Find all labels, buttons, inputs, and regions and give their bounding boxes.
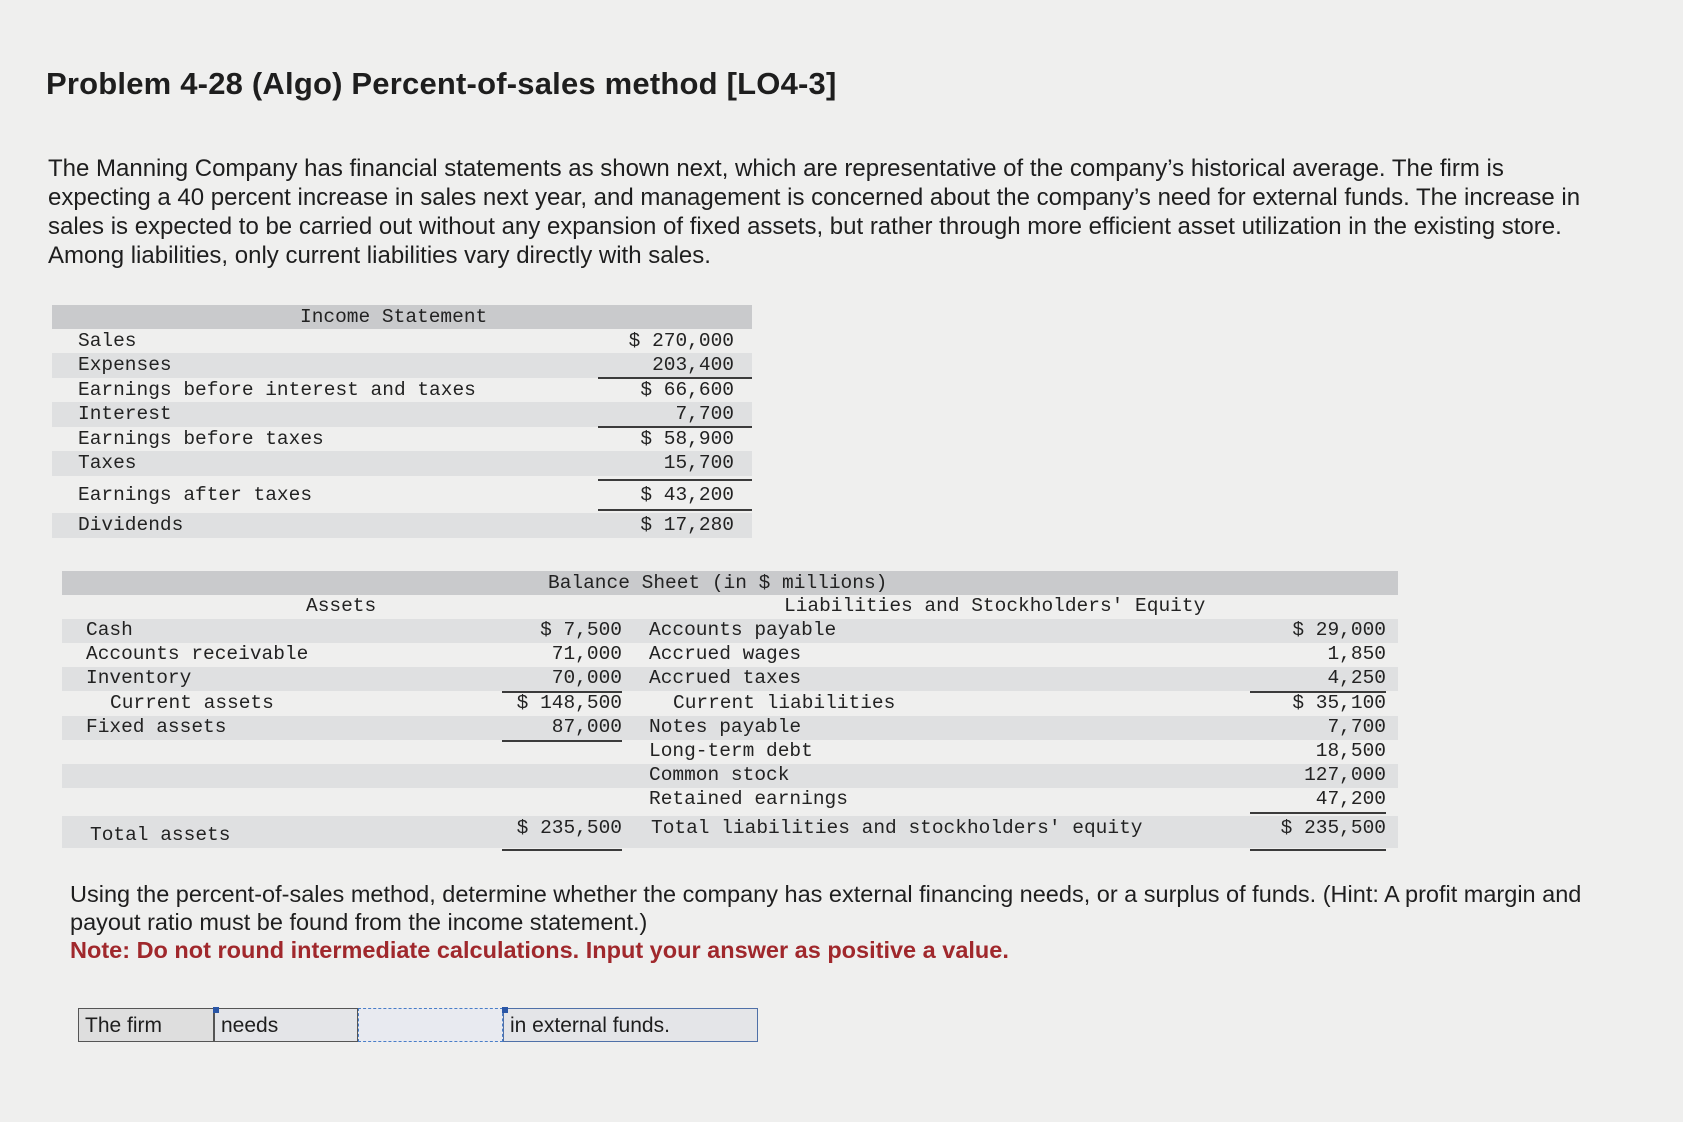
liability-value: 7,700 bbox=[1327, 716, 1386, 738]
liability-value: $ 29,000 bbox=[1292, 619, 1386, 641]
row-value: $ 17,280 bbox=[640, 514, 734, 536]
table-row bbox=[52, 353, 752, 378]
asset-value: 71,000 bbox=[551, 643, 622, 665]
table-row bbox=[62, 667, 1398, 691]
liability-label: Common stock bbox=[649, 764, 790, 786]
asset-value: $ 235,500 bbox=[516, 817, 622, 839]
row-value: $ 43,200 bbox=[640, 484, 734, 506]
answer-prefix: The firm bbox=[78, 1008, 214, 1042]
liability-label: Accounts payable bbox=[649, 619, 837, 641]
balance-sheet-header bbox=[62, 571, 1398, 595]
balance-sheet-title: Balance Sheet (in $ millions) bbox=[548, 572, 888, 594]
needs-surplus-select[interactable] bbox=[214, 1008, 358, 1042]
asset-label: Current assets bbox=[110, 692, 274, 714]
liability-value: 127,000 bbox=[1304, 764, 1386, 786]
problem-description: The Manning Company has financial statements as shown next, which are representative of the company’s historical average. The firm is expecting a 40 percent increase in sales next year, and management is concerned about the company’s need for external funds. The increase in sales is expected to be carried out without any expansion of fixed assets, but rather through more efficient asset utilization in the existing store. Among liabilities, only current liabilities vary directly with sales. bbox=[48, 155, 1581, 269]
underline bbox=[1250, 849, 1386, 851]
table-row bbox=[62, 788, 1398, 812]
table-row bbox=[62, 643, 1398, 667]
asset-label: Accounts receivable bbox=[86, 643, 309, 665]
row-label: Interest bbox=[78, 403, 172, 425]
row-label: Earnings after taxes bbox=[78, 484, 313, 506]
table-row bbox=[52, 378, 752, 403]
question-text: Using the percent-of-sales method, determine whether the company has external financing needs, or a surplus of funds. (Hint: A profit margin and payout ratio must be found from the income statement.) bbox=[70, 881, 1582, 935]
row-label: Expenses bbox=[78, 354, 172, 376]
question-block bbox=[70, 880, 1590, 964]
select-value: needs bbox=[221, 1014, 279, 1037]
row-label: Dividends bbox=[78, 514, 184, 536]
answer-suffix bbox=[503, 1008, 758, 1042]
table-row bbox=[62, 716, 1398, 740]
table-row bbox=[52, 483, 752, 508]
liability-value: 4,250 bbox=[1327, 667, 1386, 689]
answer-suffix-text: in external funds. bbox=[510, 1014, 670, 1037]
table-row bbox=[62, 816, 1398, 848]
row-label: Taxes bbox=[78, 452, 137, 474]
table-row bbox=[62, 619, 1398, 643]
table-row bbox=[62, 692, 1398, 716]
row-label: Earnings before taxes bbox=[78, 428, 324, 450]
underline bbox=[598, 479, 752, 481]
answer-row bbox=[78, 1008, 758, 1044]
liabilities-header: Liabilities and Stockholders' Equity bbox=[784, 595, 1206, 617]
table-header-row bbox=[62, 595, 1398, 619]
table-row bbox=[52, 427, 752, 452]
income-statement-header bbox=[52, 305, 752, 329]
asset-label: Total assets bbox=[90, 824, 231, 846]
income-statement-title: Income Statement bbox=[300, 306, 488, 328]
underline bbox=[502, 849, 622, 851]
row-value: $ 58,900 bbox=[640, 428, 734, 450]
liability-label: Long-term debt bbox=[649, 740, 813, 762]
asset-value: $ 148,500 bbox=[516, 692, 622, 714]
row-value: 7,700 bbox=[675, 403, 734, 425]
row-value: $ 270,000 bbox=[628, 330, 734, 352]
table-row bbox=[52, 451, 752, 476]
liability-label: Current liabilities bbox=[673, 692, 896, 714]
asset-label: Fixed assets bbox=[86, 716, 227, 738]
note-text: Note: Do not round intermediate calculations. Input your answer as positive a value. bbox=[70, 937, 1009, 963]
liability-label: Notes payable bbox=[649, 716, 802, 738]
row-value: 203,400 bbox=[652, 354, 734, 376]
table-row bbox=[52, 402, 752, 427]
liability-value: $ 235,500 bbox=[1280, 817, 1386, 839]
table-row bbox=[52, 513, 752, 538]
row-value: 15,700 bbox=[663, 452, 734, 474]
liability-label: Accrued wages bbox=[649, 643, 802, 665]
row-value: $ 66,600 bbox=[640, 379, 734, 401]
underline bbox=[598, 509, 752, 511]
asset-label: Inventory bbox=[86, 667, 192, 689]
table-row bbox=[62, 764, 1398, 788]
asset-value: 70,000 bbox=[551, 667, 622, 689]
row-label: Earnings before interest and taxes bbox=[78, 379, 476, 401]
liability-label: Total liabilities and stockholders' equity bbox=[651, 817, 1143, 839]
underline bbox=[1250, 812, 1386, 814]
liability-value: 1,850 bbox=[1327, 643, 1386, 665]
liability-value: $ 35,100 bbox=[1292, 692, 1386, 714]
liability-label: Accrued taxes bbox=[649, 667, 802, 689]
dropdown-marker-icon bbox=[213, 1007, 219, 1013]
table-row bbox=[52, 329, 752, 354]
asset-label: Cash bbox=[86, 619, 133, 641]
field-marker-icon bbox=[502, 1007, 508, 1013]
row-label: Sales bbox=[78, 330, 137, 352]
liability-value: 18,500 bbox=[1315, 740, 1386, 762]
asset-value: $ 7,500 bbox=[540, 619, 622, 641]
problem-title: Problem 4-28 (Algo) Percent-of-sales method [LO4-3] bbox=[46, 66, 837, 101]
amount-input[interactable] bbox=[359, 1009, 506, 1043]
liability-value: 47,200 bbox=[1315, 788, 1386, 810]
liability-label: Retained earnings bbox=[649, 788, 848, 810]
asset-value: 87,000 bbox=[551, 716, 622, 738]
assets-header: Assets bbox=[306, 595, 377, 617]
external-funds-input[interactable] bbox=[358, 1008, 503, 1042]
table-row bbox=[62, 740, 1398, 764]
